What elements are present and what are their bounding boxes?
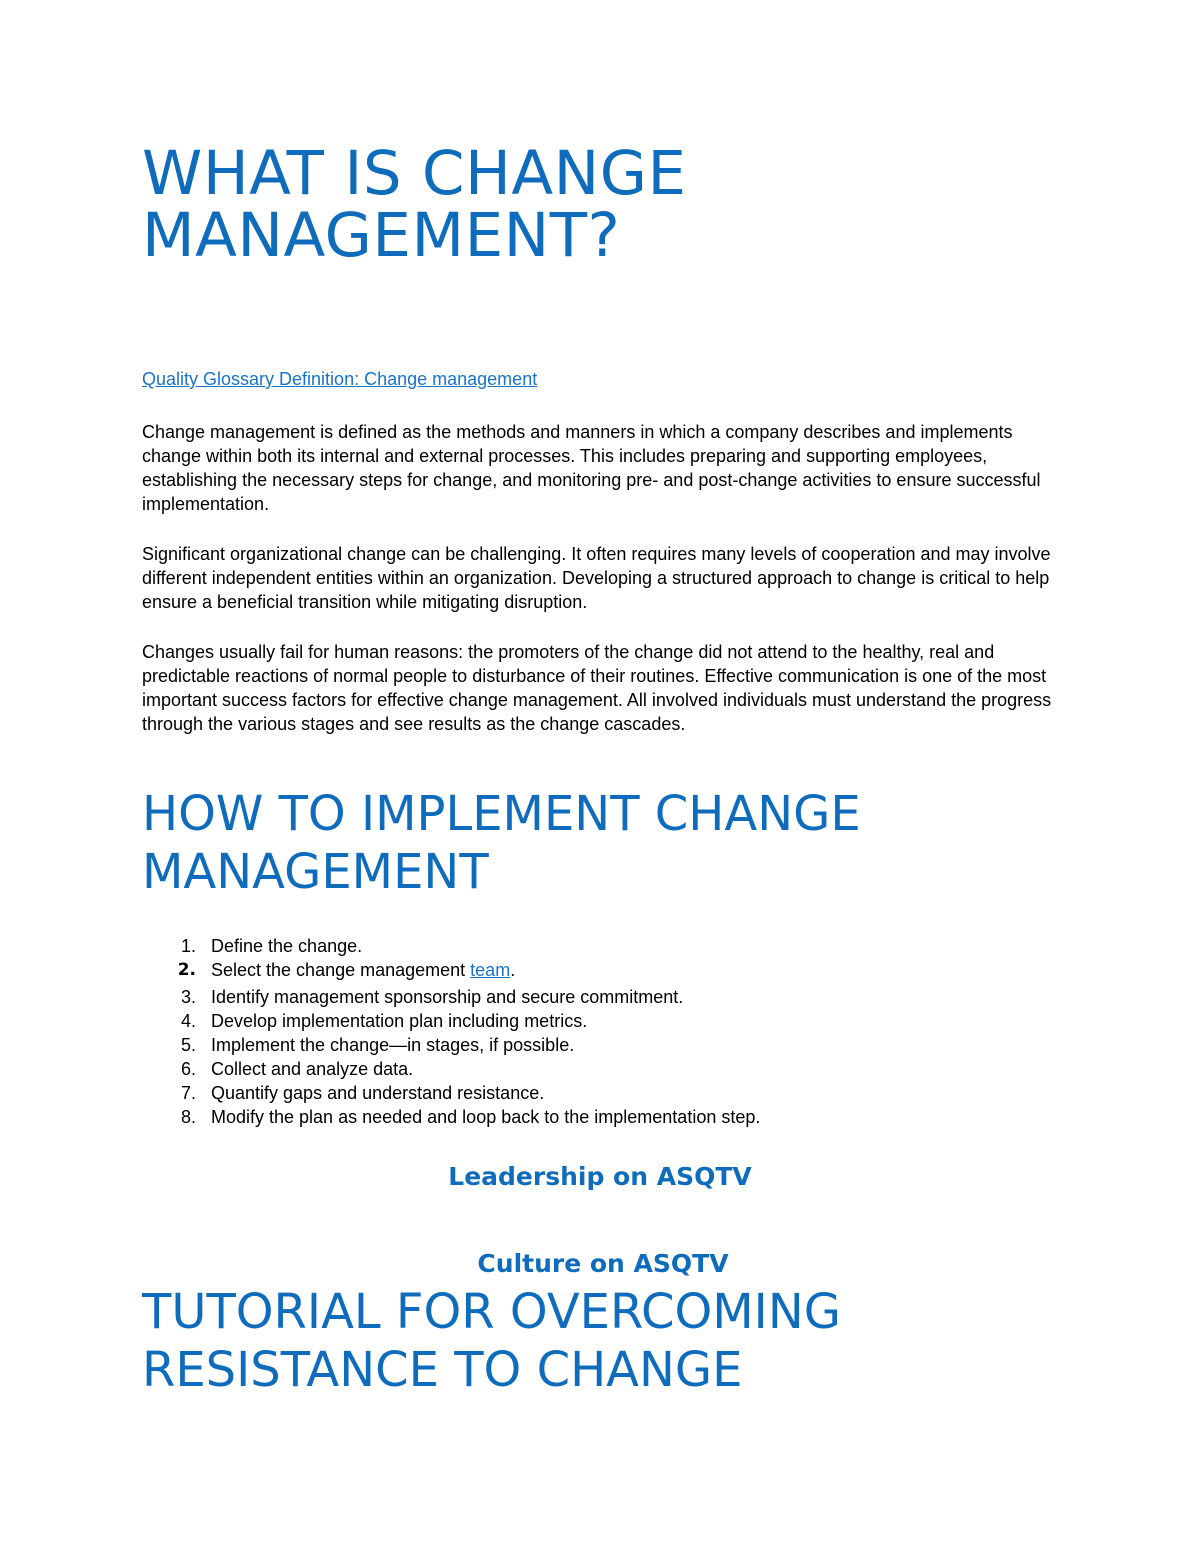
step-text: Develop implementation plan including metrics. xyxy=(211,1011,588,1031)
culture-asqtv-link[interactable]: Culture on ASQTV xyxy=(477,1249,729,1278)
step-text: Modify the plan as needed and loop back to the implementation step. xyxy=(211,1107,761,1127)
team-link[interactable]: team xyxy=(470,960,511,980)
list-item xyxy=(142,1033,760,1057)
list-item xyxy=(142,934,760,958)
list-item xyxy=(142,1057,760,1081)
step-number: 2. xyxy=(177,960,196,980)
step-number: 3. xyxy=(180,987,196,1007)
page-title: WHAT IS CHANGE MANAGEMENT? xyxy=(142,138,687,271)
section-heading-implement: HOW TO IMPLEMENT CHANGE MANAGEMENT xyxy=(142,786,861,900)
step-text: Implement the change—in stages, if possible. xyxy=(211,1035,575,1055)
step-text: Collect and analyze data. xyxy=(211,1059,414,1079)
paragraph-definition: Change management is defined as the methods and manners in which a company describes and implements change within both its internal and external processes. This includes preparing and supporting employees, establishing the necessary steps for change, and monitoring pre- and post-change activities to ensure successful implementation. xyxy=(142,422,1041,514)
step-number: 5. xyxy=(180,1035,196,1055)
list-item xyxy=(142,1105,760,1129)
leadership-asqtv-link[interactable]: Leadership on ASQTV xyxy=(448,1162,752,1191)
step-text: Select the change management xyxy=(211,960,471,980)
step-number: 8. xyxy=(180,1107,196,1127)
glossary-definition-link[interactable]: Quality Glossary Definition: Change management xyxy=(142,369,538,389)
list-item xyxy=(142,958,760,985)
implementation-steps-list xyxy=(142,934,760,1129)
list-item xyxy=(142,1081,760,1105)
step-text: Quantify gaps and understand resistance. xyxy=(211,1083,545,1103)
list-item xyxy=(142,1009,760,1033)
step-number: 1. xyxy=(180,936,196,956)
step-number: 6. xyxy=(180,1059,196,1079)
step-text-end: . xyxy=(510,960,516,980)
step-number: 7. xyxy=(180,1083,196,1103)
paragraph-human-reasons: Changes usually fail for human reasons: the promoters of the change did not attend to the healthy, real and predictable reactions of normal people to disturbance of their routines. Effective communication is one of the most important success factors for effective change management. All involved individuals must understand the progress through the various stages and see results as the change cascades. xyxy=(142,642,1052,734)
step-text: Define the change. xyxy=(211,936,363,956)
list-item xyxy=(142,985,760,1009)
step-text: Identify management sponsorship and secure commitment. xyxy=(211,987,684,1007)
paragraph-challenge: Significant organizational change can be challenging. It often requires many levels of cooperation and may involve different independent entities within an organization. Developing a structured approach to change is critical to help ensure a beneficial transition while mitigating disruption. xyxy=(142,544,1051,612)
step-number: 4. xyxy=(180,1011,196,1031)
section-heading-tutorial: TUTORIAL FOR OVERCOMING RESISTANCE TO CHANGE xyxy=(142,1284,841,1398)
